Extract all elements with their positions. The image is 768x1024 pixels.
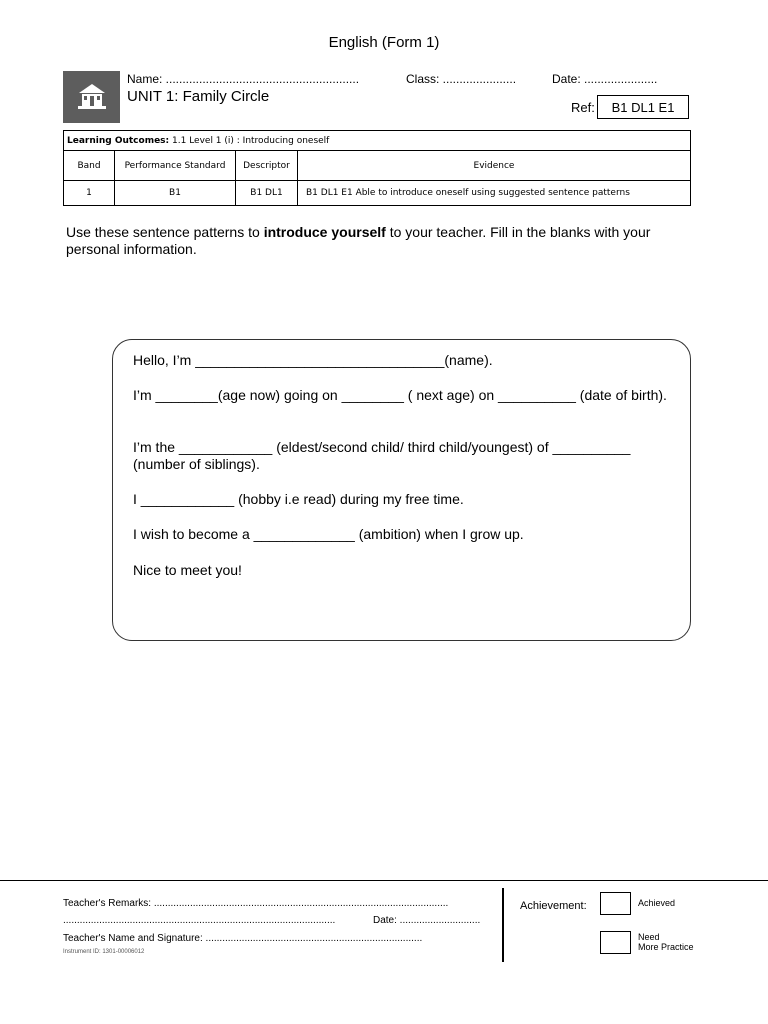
name-field[interactable]: Name: .......................................................... bbox=[127, 72, 360, 86]
footer-vertical-divider bbox=[502, 888, 504, 962]
ref-label: Ref: bbox=[571, 100, 595, 115]
sentence-closing: Nice to meet you! bbox=[133, 562, 242, 578]
learning-outcomes-row bbox=[64, 131, 691, 151]
cell-evidence: B1 DL1 E1 Able to introduce oneself using suggested sentence patterns bbox=[298, 181, 691, 206]
need-label-line2: More Practice bbox=[638, 942, 694, 952]
footer-divider bbox=[0, 880, 768, 881]
need-more-practice-checkbox[interactable] bbox=[600, 931, 631, 954]
header-descriptor: Descriptor bbox=[236, 151, 298, 181]
instructions-part1: Use these sentence patterns to bbox=[66, 224, 264, 240]
cell-performance-standard: B1 bbox=[115, 181, 236, 206]
header-evidence: Evidence bbox=[298, 151, 691, 181]
header-band: Band bbox=[64, 151, 115, 181]
remarks-continuation-line[interactable]: .................................................................................................. bbox=[63, 915, 336, 926]
instructions-bold: introduce yourself bbox=[263, 224, 386, 240]
instructions-part2: to your teacher. Fill in the blanks with your personal information. bbox=[66, 224, 651, 257]
sentence-patterns-card bbox=[112, 339, 691, 641]
teacher-name-signature-field[interactable]: Teacher's Name and Signature: .............................................................................. bbox=[63, 933, 423, 944]
ref-value: B1 DL1 E1 bbox=[597, 95, 689, 119]
cell-band: 1 bbox=[64, 181, 115, 206]
sentence-age[interactable]: I’m ________(age now) going on ________ ( next age) on __________ (date of birth). bbox=[133, 387, 667, 403]
instructions bbox=[66, 224, 706, 258]
cell-descriptor: B1 DL1 bbox=[236, 181, 298, 206]
teachers-remarks-field[interactable]: Teacher's Remarks: .......................................................................................................... bbox=[63, 898, 449, 909]
sentence-sibling[interactable]: I’m the ____________ (eldest/second child/ third child/youngest) of __________ (number of siblings). bbox=[133, 439, 631, 472]
learning-outcomes-label: Learning Outcomes: bbox=[67, 135, 170, 146]
footer-date-field[interactable]: Date: ............................. bbox=[373, 915, 481, 926]
header-performance-standard: Performance Standard bbox=[115, 151, 236, 181]
achieved-checkbox[interactable] bbox=[600, 892, 631, 915]
instrument-id: Instrument ID: 1301-00006012 bbox=[63, 949, 145, 955]
page-title: English (Form 1) bbox=[328, 34, 440, 51]
need-more-practice-label bbox=[638, 932, 694, 952]
unit-title: UNIT 1: Family Circle bbox=[127, 88, 270, 105]
school-logo bbox=[63, 71, 120, 123]
school-building-icon bbox=[75, 82, 109, 112]
need-label-line1: Need bbox=[638, 932, 660, 942]
achieved-label: Achieved bbox=[638, 898, 676, 908]
sentence-hello[interactable]: Hello, I’m ________________________________(name). bbox=[133, 352, 493, 368]
date-field[interactable]: Date: ...................... bbox=[552, 72, 658, 86]
achievement-label: Achievement: bbox=[520, 900, 587, 912]
learning-outcomes-table bbox=[63, 130, 691, 206]
sentence-hobby[interactable]: I ____________ (hobby i.e read) during my free time. bbox=[133, 491, 464, 507]
class-field[interactable]: Class: ...................... bbox=[406, 72, 517, 86]
sentence-ambition[interactable]: I wish to become a _____________ (ambition) when I grow up. bbox=[133, 526, 524, 542]
learning-outcomes-text: 1.1 Level 1 (i) : Introducing oneself bbox=[169, 135, 330, 146]
